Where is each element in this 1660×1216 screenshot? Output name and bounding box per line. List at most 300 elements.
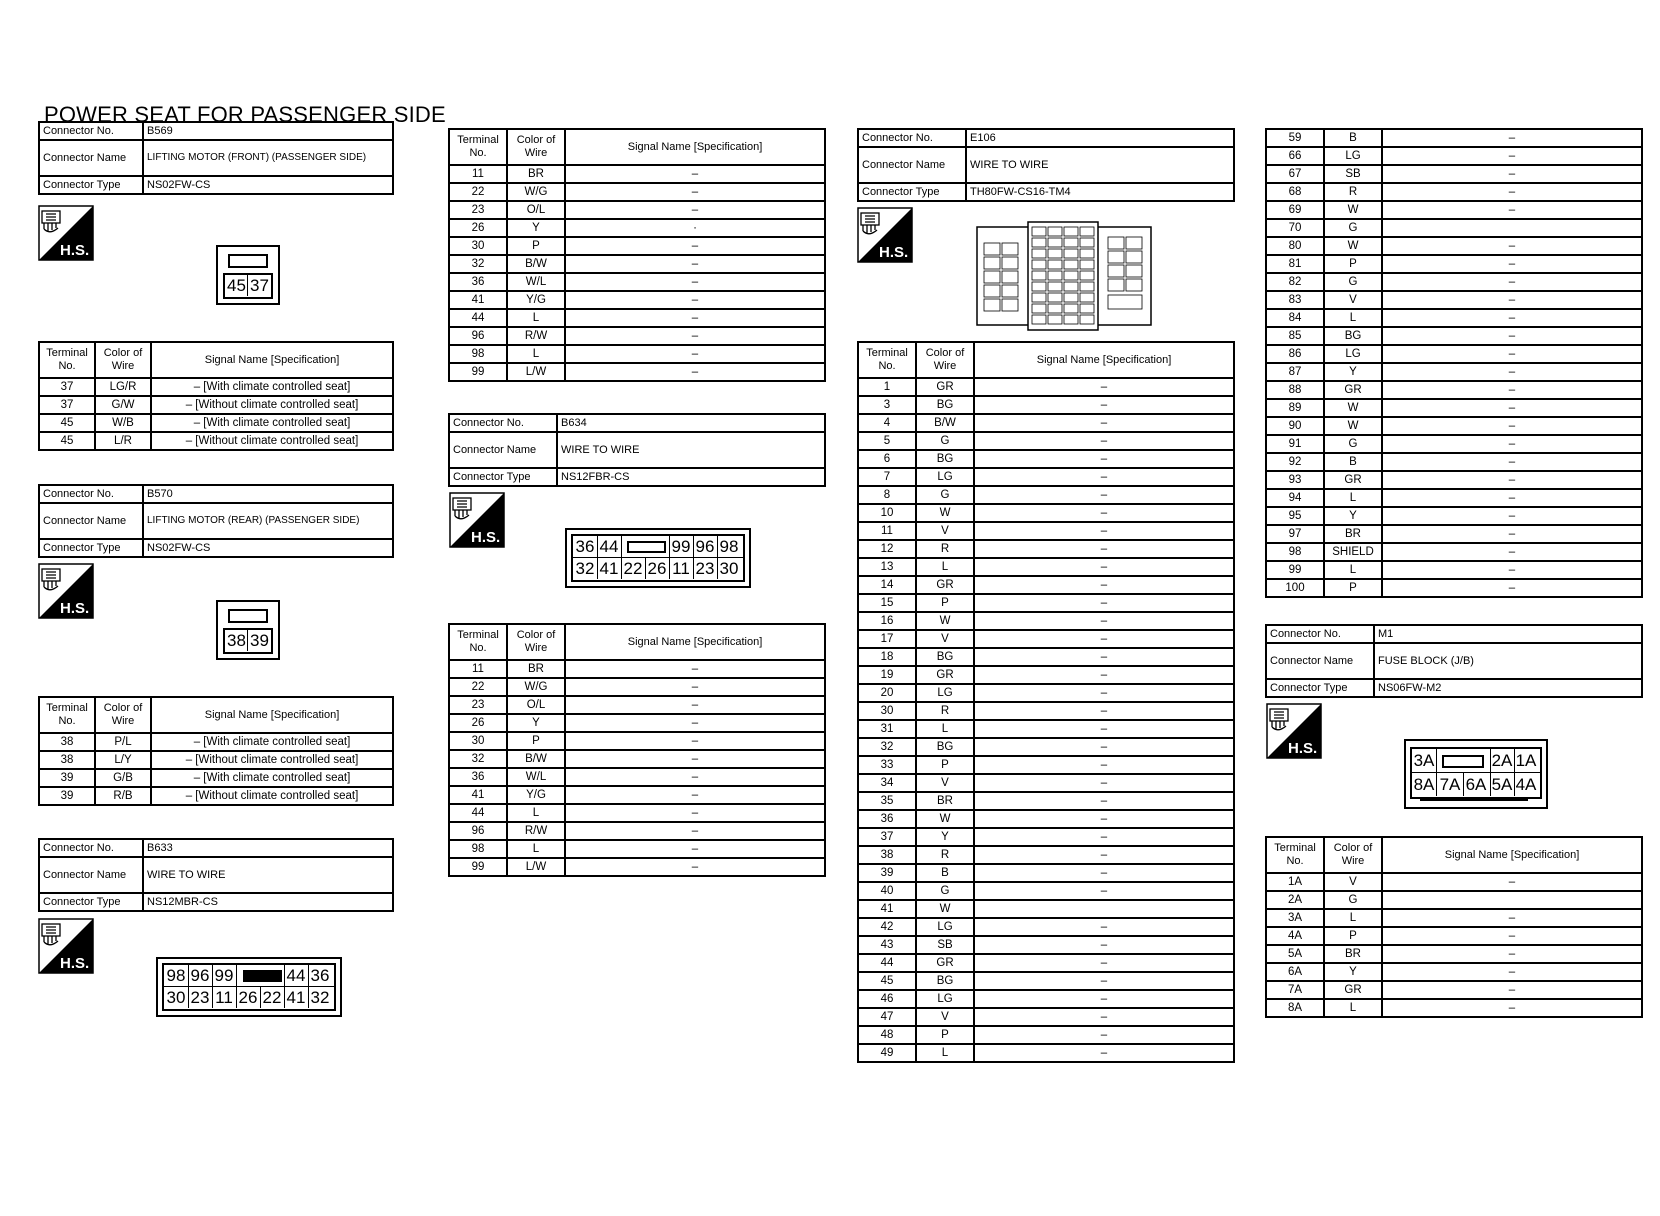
signal-name-cell: – [974,702,1234,720]
terminal-row [1266,255,1642,273]
terminal-no-cell: 92 [1266,453,1324,471]
connector-type-value: TH80FW-CS16-TM4 [966,183,1234,201]
connector-type-label: Connector Type [449,468,557,486]
cavity [1064,304,1078,313]
signal-name-cell: – [1382,255,1642,273]
wire-color-cell: L [507,840,565,858]
terminal-row [858,648,1234,666]
wire-color-cell: G [916,882,974,900]
wire-color-cell: GR [1324,381,1382,399]
signal-name-cell: – [974,594,1234,612]
wire-color-cell: L/Y [95,751,151,769]
terminal-row [449,840,825,858]
wire-color-cell: L/W [507,363,565,381]
signal-name-cell: – [974,972,1234,990]
signal-name-cell: – [565,786,825,804]
wire-color-cell: W/B [95,414,151,432]
signal-name-cell: – [Without climate controlled seat] [151,787,393,805]
signal-name-cell: – [974,558,1234,576]
signal-name-cell: – [1382,927,1642,945]
signal-name-cell: – [974,396,1234,414]
terminal-no-cell: 39 [39,769,95,787]
terminal-row [858,810,1234,828]
signal-name-cell: – [974,414,1234,432]
connector-face-b634 [565,528,751,588]
terminal-no-cell: 8 [858,486,916,504]
signal-name-cell: – [1382,291,1642,309]
terminal-no-cell: 23 [449,201,507,219]
connector-key-slot [228,254,268,268]
signal-name-cell: – [1382,999,1642,1017]
cavity [1080,249,1094,258]
terminal-row [858,414,1234,432]
cavity-divider [1436,749,1437,772]
signal-name-cell: – [974,810,1234,828]
signal-name-cell: – [974,576,1234,594]
wire-color-cell: L [1324,999,1382,1017]
wire-color-cell: L [916,1044,974,1062]
signal-name-cell: – [974,990,1234,1008]
terminal-row [1266,453,1642,471]
terminal-no-cell: 97 [1266,525,1324,543]
cavity [1064,249,1078,258]
terminal-row [39,733,393,751]
terminal-no-cell: 36 [858,810,916,828]
terminal-row [449,255,825,273]
wire-color-cell: BG [916,738,974,756]
cavity-label: 98 [166,966,186,985]
signal-name-cell: – [1382,147,1642,165]
connector-type-value: NS12MBR-CS [143,893,393,911]
cavity [1002,271,1018,283]
signal-name-cell: – [1382,237,1642,255]
cavity [1108,279,1124,291]
terminal-no-cell: 4 [858,414,916,432]
harness-side-icon [38,563,94,619]
terminal-no-cell: 66 [1266,147,1324,165]
harness-side-icon [1266,703,1322,759]
signal-name-header: Signal Name [Specification] [974,342,1234,378]
terminal-no-cell: 38 [39,733,95,751]
terminal-row [1266,927,1642,945]
terminal-no-cell: 36 [449,273,507,291]
signal-name-cell: – [565,363,825,381]
cavity [1080,227,1094,236]
connector-type-value: NS06FW-M2 [1374,679,1642,697]
terminal-row [1266,381,1642,399]
terminal-row [858,954,1234,972]
terminal-no-cell: 3 [858,396,916,414]
terminal-row [858,738,1234,756]
terminal-no-cell: 98 [1266,543,1324,561]
signal-name-cell: – [974,504,1234,522]
cavity-label: 11 [672,559,690,578]
terminal-row [449,678,825,696]
terminal-row [1266,981,1642,999]
connector-name-label: Connector Name [858,147,966,183]
terminal-no-cell: 32 [449,750,507,768]
signal-name-cell: – [1382,981,1642,999]
signal-name-cell: – [1382,873,1642,891]
connector-type-label: Connector Type [1266,679,1374,697]
wire-color-cell: P [916,756,974,774]
cavity-row-divider [1412,772,1540,773]
wire-color-cell: L [1324,561,1382,579]
wire-color-cell: W/L [507,768,565,786]
terminal-row [39,751,393,769]
wire-color-cell: P [916,1026,974,1044]
wire-color-cell: W [1324,399,1382,417]
wire-color-cell: BG [916,396,974,414]
cavity-label: 32 [575,559,595,578]
cavity [1032,249,1046,258]
terminal-no-cell: 96 [449,822,507,840]
terminal-no-cell: 2A [1266,891,1324,909]
terminal-row [39,414,393,432]
terminal-row [1266,309,1642,327]
terminal-no-cell: 90 [1266,417,1324,435]
wire-color-cell: L [1324,489,1382,507]
terminal-row [1266,273,1642,291]
connector-face-m1 [1404,739,1548,809]
connector-face-b569 [216,245,280,305]
terminal-no-cell: 69 [1266,201,1324,219]
connector-name-label: Connector Name [39,503,143,539]
terminal-no-cell: 7A [1266,981,1324,999]
signal-name-cell: – [565,804,825,822]
harness-side-glyph [38,205,94,261]
signal-name-cell: – [Without climate controlled seat] [151,751,393,769]
wire-color-cell: L/R [95,432,151,450]
terminal-no-cell: 40 [858,882,916,900]
wire-color-cell: W [916,504,974,522]
terminal-row [449,183,825,201]
cavity [1048,304,1062,313]
signal-name-cell: – [974,756,1234,774]
signal-name-cell: – [974,918,1234,936]
wire-color-cell: V [916,1008,974,1026]
wire-color-cell: P/L [95,733,151,751]
wire-color-cell: LG [1324,147,1382,165]
terminal-no-cell: 37 [39,378,95,396]
terminal-row [1266,999,1642,1017]
wire-color-cell: GR [1324,981,1382,999]
terminal-row [858,450,1234,468]
terminal-table-b634 [448,623,826,877]
terminal-row [449,768,825,786]
connector-name-label: Connector Name [449,432,557,468]
signal-name-cell: – [565,660,825,678]
color-of-wire-header: Color of Wire [916,342,974,378]
terminal-no-cell: 19 [858,666,916,684]
wire-color-cell: W/G [507,183,565,201]
connector-name-label: Connector Name [39,140,143,176]
terminal-no-cell: 99 [1266,561,1324,579]
wire-color-cell: LG [916,468,974,486]
cavity [1064,293,1078,302]
cavity-label: 23 [695,559,715,578]
terminal-no-cell: 59 [1266,129,1324,147]
wire-color-cell: R [916,702,974,720]
terminal-row [858,558,1234,576]
signal-name-cell: – [565,291,825,309]
signal-name-cell: – [974,1044,1234,1062]
signal-name-cell: – [974,720,1234,738]
terminal-row [858,396,1234,414]
cavity-label: 37 [250,276,269,295]
connector-face-e106-drawing [976,221,1152,332]
signal-name-cell: – [With climate controlled seat] [151,733,393,751]
connector-type-value: NS12FBR-CS [557,468,825,486]
connector-no-label: Connector No. [39,485,143,503]
cavity [1108,237,1124,249]
cavity [1048,315,1062,324]
wire-color-cell: W/G [507,678,565,696]
terminal-no-cell: 41 [858,900,916,918]
terminal-no-cell: 67 [1266,165,1324,183]
terminal-no-cell: 1A [1266,873,1324,891]
signal-name-cell: – [974,450,1234,468]
terminal-row [858,792,1234,810]
signal-name-header: Signal Name [Specification] [1382,837,1642,873]
terminal-table-e106-a [857,341,1235,1063]
cavity-label: 41 [286,988,306,1007]
signal-name-cell: – [565,237,825,255]
hs-label: H.S. [1288,740,1318,757]
terminal-no-cell: 94 [1266,489,1324,507]
signal-name-cell: – [565,309,825,327]
connector-name-label: Connector Name [39,857,143,893]
terminal-row [858,666,1234,684]
terminal-row [858,936,1234,954]
terminal-no-cell: 37 [39,396,95,414]
signal-name-cell: – [With climate controlled seat] [151,414,393,432]
signal-name-cell: – [565,255,825,273]
wire-color-cell: W [1324,201,1382,219]
terminal-no-cell: 31 [858,720,916,738]
cavity [1048,282,1062,291]
cavity-label: 44 [286,966,306,985]
wire-color-cell: P [507,732,565,750]
cavity [1032,260,1046,269]
terminal-row [449,858,825,876]
wire-color-cell: R/W [507,822,565,840]
terminal-row [449,750,825,768]
signal-name-cell: – [565,732,825,750]
terminal-no-cell: 98 [449,840,507,858]
wire-color-cell: Y [507,714,565,732]
cavity [1064,238,1078,247]
connector-info-m1 [1265,624,1643,698]
wire-color-cell: LG [916,990,974,1008]
cavity [1048,271,1062,280]
signal-name-cell: – [1382,201,1642,219]
terminal-no-header: Terminal No. [449,129,507,165]
terminal-row [449,273,825,291]
cavity [1032,227,1046,236]
color-of-wire-header: Color of Wire [95,697,151,733]
connector-key-slot [228,609,268,623]
wire-color-cell: LG/R [95,378,151,396]
connector-name-value: WIRE TO WIRE [557,432,825,468]
wire-color-cell: W [1324,237,1382,255]
wire-color-cell: P [1324,255,1382,273]
signal-name-cell: – [974,684,1234,702]
connector-key-slot [627,541,666,553]
wire-color-cell: G/W [95,396,151,414]
connector-no-value: B570 [143,485,393,503]
signal-name-cell: – [1382,399,1642,417]
signal-name-cell: – [974,612,1234,630]
terminal-row [449,660,825,678]
terminal-no-cell: 32 [449,255,507,273]
terminal-no-cell: 7 [858,468,916,486]
wire-color-cell: P [1324,579,1382,597]
wire-color-cell: L [507,345,565,363]
signal-name-cell: – [1382,489,1642,507]
terminal-row [858,828,1234,846]
terminal-row [858,540,1234,558]
terminal-row [858,522,1234,540]
terminal-no-cell: 85 [1266,327,1324,345]
cavity [1080,238,1094,247]
cavity [1126,251,1142,263]
cavity [1080,293,1094,302]
terminal-row [858,720,1234,738]
terminal-row [39,378,393,396]
terminal-row [1266,471,1642,489]
terminal-no-cell: 23 [449,696,507,714]
cavity [1032,293,1046,302]
terminal-table-m1 [1265,836,1643,1018]
hs-label: H.S. [60,600,90,617]
connector-face-b570 [216,600,280,660]
terminal-row [449,165,825,183]
terminal-row [39,396,393,414]
terminal-no-cell: 38 [858,846,916,864]
connector-no-label: Connector No. [449,414,557,432]
wire-color-cell: V [1324,873,1382,891]
connector-name-label: Connector Name [1266,643,1374,679]
terminal-row [1266,165,1642,183]
signal-name-cell: – [565,768,825,786]
terminal-row [39,769,393,787]
wire-color-cell: LG [1324,345,1382,363]
signal-name-cell: – [565,750,825,768]
signal-name-cell: – [565,696,825,714]
wire-color-cell: Y [1324,363,1382,381]
wire-color-cell: BG [916,450,974,468]
cavity-label: 96 [695,537,715,556]
terminal-row [858,1008,1234,1026]
wire-color-cell: BG [1324,327,1382,345]
cavity-label: 96 [190,966,210,985]
cavity [1080,271,1094,280]
cavity-label: 26 [647,559,667,578]
wire-color-cell: O/L [507,696,565,714]
cavity [1032,304,1046,313]
signal-name-cell: – [1382,345,1642,363]
cavity-label: 1A [1515,751,1537,770]
harness-side-icon [857,207,913,263]
cavity-label: 2A [1491,751,1513,770]
signal-name-cell: – [With climate controlled seat] [151,378,393,396]
terminal-no-cell: 89 [1266,399,1324,417]
terminal-no-cell: 88 [1266,381,1324,399]
cavity [1108,251,1124,263]
cavity [1002,285,1018,297]
wire-color-cell: V [916,522,974,540]
connector-type-label: Connector Type [39,539,143,557]
cavity [984,271,1000,283]
cavity-label: 98 [719,537,739,556]
cavity-label: 26 [238,988,258,1007]
terminal-no-header: Terminal No. [449,624,507,660]
wire-color-cell: GR [916,378,974,396]
page-title: POWER SEAT FOR PASSENGER SIDE [44,102,446,127]
cavity-label: 99 [214,966,234,985]
cavity-label: 45 [227,276,246,295]
terminal-no-cell: 36 [449,768,507,786]
terminal-no-cell: 30 [449,237,507,255]
connector-info-b569 [38,121,394,195]
terminal-no-cell: 45 [39,432,95,450]
cavity-label: 36 [575,537,595,556]
wire-color-cell: BR [1324,525,1382,543]
terminal-no-cell: 30 [449,732,507,750]
color-of-wire-header: Color of Wire [1324,837,1382,873]
terminal-row [1266,909,1642,927]
terminal-no-cell: 99 [449,363,507,381]
harness-side-glyph [857,207,913,263]
cavity-label: 7A [1439,775,1461,794]
terminal-row [858,774,1234,792]
cavity-label: 36 [310,966,330,985]
color-of-wire-header: Color of Wire [95,342,151,378]
terminal-no-cell: 18 [858,648,916,666]
connector-no-value: B633 [143,839,393,857]
terminal-no-cell: 5A [1266,945,1324,963]
cavity-label: 3A [1413,751,1435,770]
terminal-row [858,468,1234,486]
signal-name-cell: – [974,522,1234,540]
terminal-no-cell: 12 [858,540,916,558]
wire-color-cell: B [1324,129,1382,147]
cavity [1064,260,1078,269]
terminal-row [1266,891,1642,909]
signal-name-cell: – [1382,417,1642,435]
cavity-label: 30 [166,988,186,1007]
wire-color-cell: BR [916,792,974,810]
terminal-row [1266,507,1642,525]
wire-color-cell: GR [916,576,974,594]
terminal-no-cell: 6 [858,450,916,468]
terminal-row [858,378,1234,396]
wire-color-cell: Y [1324,963,1382,981]
wire-color-cell: SB [916,936,974,954]
signal-name-cell: – [1382,909,1642,927]
terminal-no-cell: 100 [1266,579,1324,597]
terminal-row [1266,363,1642,381]
cavity [1002,299,1018,311]
signal-name-cell: – [565,183,825,201]
terminal-no-cell: 39 [39,787,95,805]
harness-side-icon [38,918,94,974]
wire-color-cell: O/L [507,201,565,219]
connector-type-label: Connector Type [858,183,966,201]
terminal-no-cell: 26 [449,714,507,732]
cavity-divider [1436,773,1437,796]
